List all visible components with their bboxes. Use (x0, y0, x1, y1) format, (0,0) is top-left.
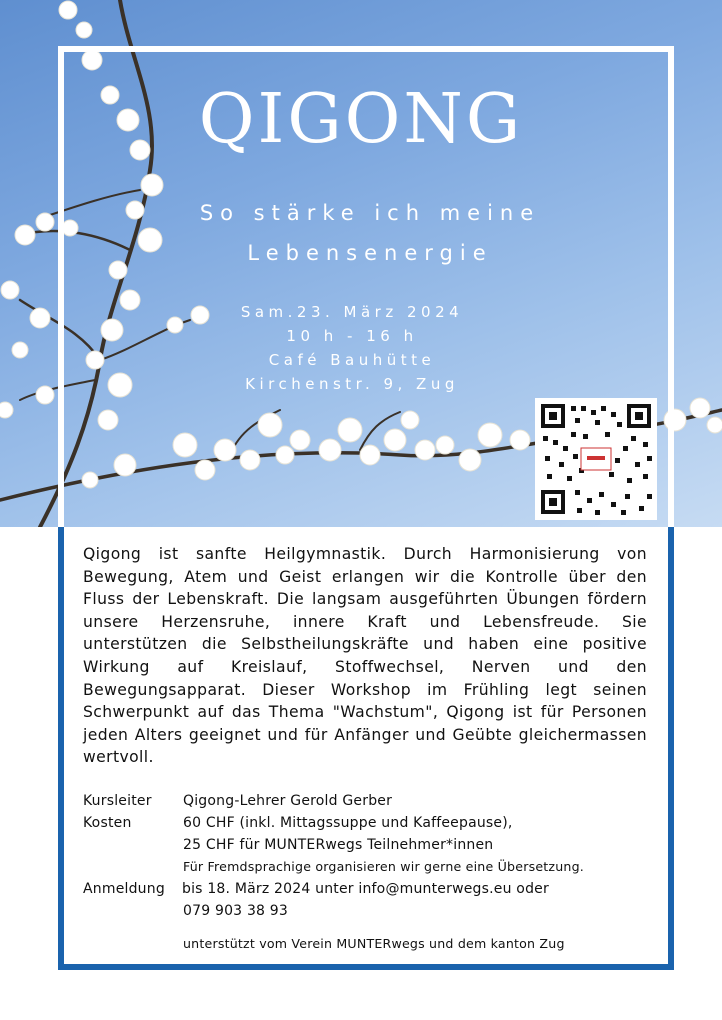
instructor-label: Kursleiter (83, 793, 152, 809)
support-note: unterstützt vom Verein MUNTERwegs und dem kanton Zug (183, 936, 565, 951)
registration-phone[interactable]: 079 903 38 93 (183, 903, 289, 919)
description-text: Qigong ist sanfte Heilgymnastik. Durch Harmonisierung von Bewegung, Atem und Geist erlangen wir die Kontrolle über den Fluss der Lebenskraft. Die langsam ausgeführten Übungen fördern unsere Herzensruhe, innere Kraft und Lebensfreude. Sie unterstützen die Selbstheilungskräfte und haben eine positive Wirkung auf Kreislauf, Stoffwechsel, Nerven und den Bewegungsapparat. Dieser Workshop im Frühling legt seinen Schwerpunkt auf das Thema "Wachstum", Qigong ist für Personen jeden Alters geeignet und für Anfänger und Geübte gleichermassen wertvoll. (83, 545, 647, 767)
page-title: QIGONG (198, 80, 524, 159)
event-address: Kirchenstr. 9, Zug (245, 375, 459, 393)
event-date: Sam.23. März 2024 (240, 303, 464, 321)
subtitle-line-2: Lebensenergie (247, 241, 493, 265)
registration-label: Anmeldung (83, 881, 165, 897)
cost-line-1: 60 CHF (inkl. Mittagssuppe und Kaffeepause), (183, 815, 513, 831)
registration-line-1[interactable]: bis 18. März 2024 unter info@munterwegs.eu oder (182, 881, 549, 897)
translation-note: Für Fremdsprachige organisieren wir gerne eine Übersetzung. (183, 859, 584, 874)
instructor-value: Qigong-Lehrer Gerold Gerber (183, 793, 393, 809)
qr-code-icon (535, 398, 657, 520)
qr-code[interactable] (535, 398, 657, 520)
event-time: 10 h - 16 h (286, 327, 418, 345)
subtitle-line-1: So stärke ich meine (199, 201, 541, 225)
cost-line-2: 25 CHF für MUNTERwegs Teilnehmer*innen (183, 837, 494, 853)
cost-label: Kosten (83, 815, 132, 831)
event-venue: Café Bauhütte (268, 351, 436, 369)
